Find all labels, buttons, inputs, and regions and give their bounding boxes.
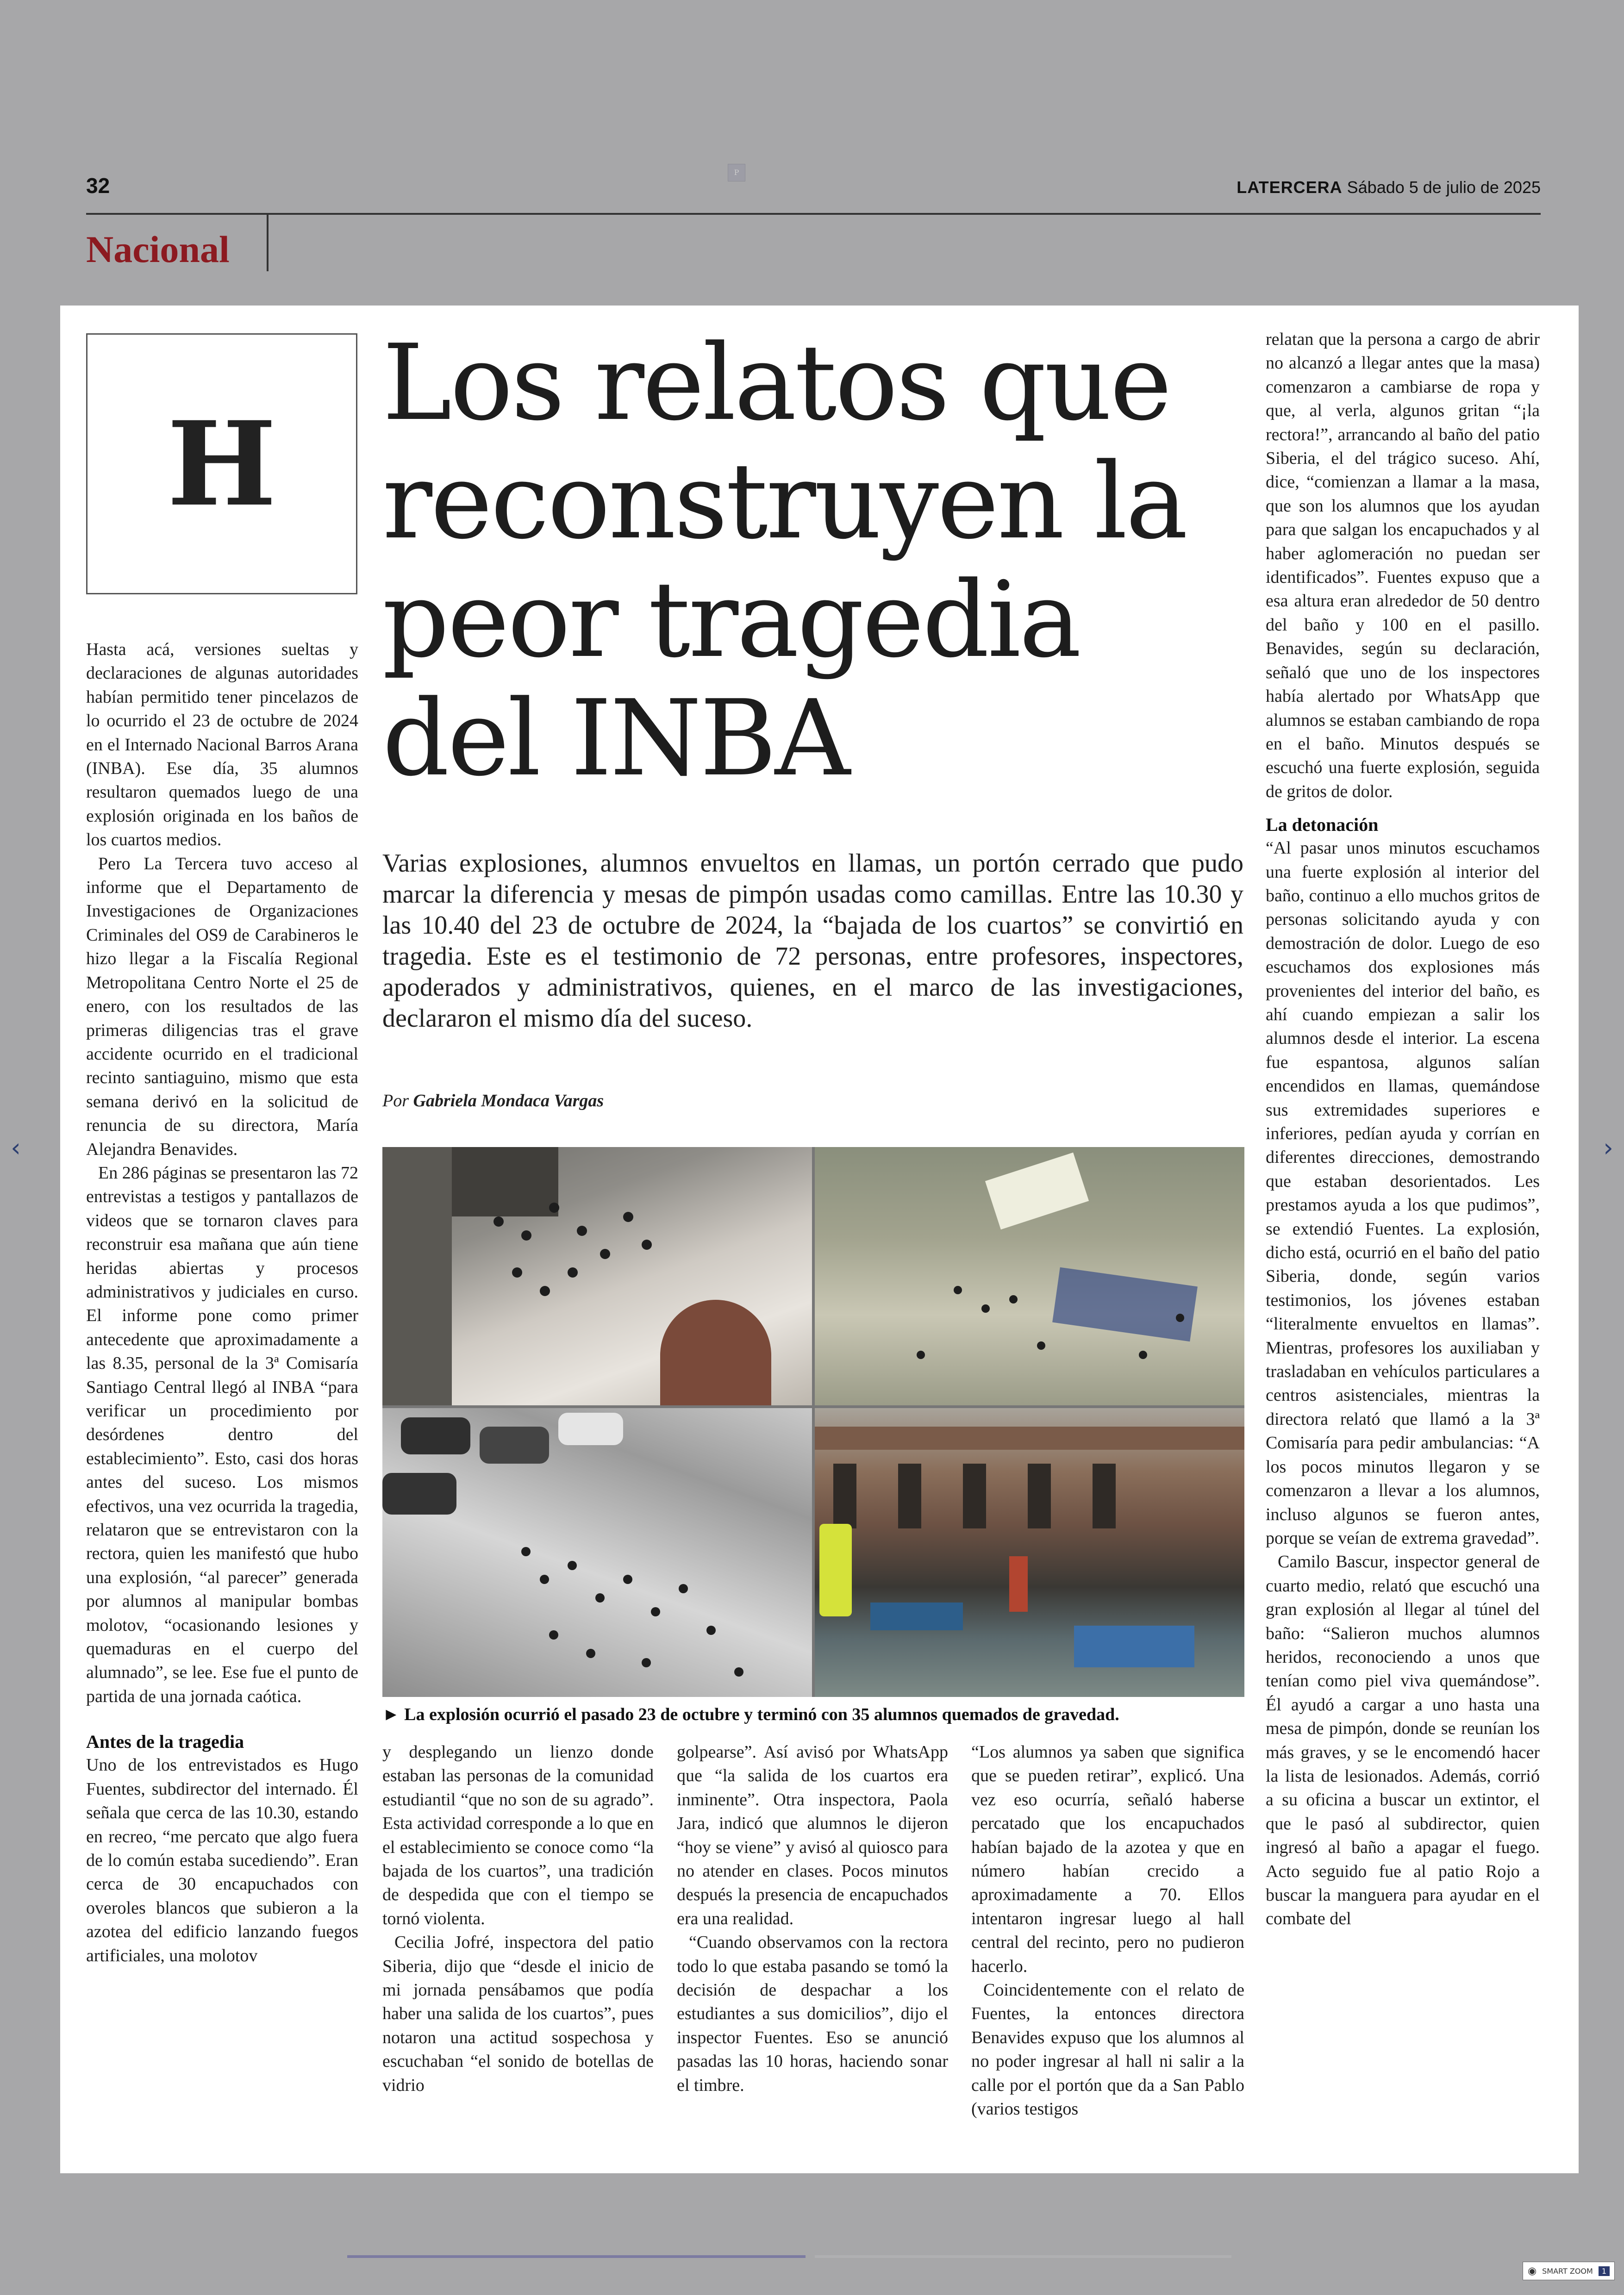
page-marker-icon[interactable]: P [728,164,745,181]
publication-date: Sábado 5 de julio de 2025 [1347,178,1541,197]
paragraph: Cecilia Jofré, inspectora del patio Siberia, dijo que “desde el inicio de mi jornada pensábamos que podía haber una salida de los cuartos”, pues notaron una actitud sospechosa y escuchaban “el sonido de botellas de vidrio [382,1933,654,2095]
article-headline: Los relatos que reconstruyen la peor tragedia del INBA [382,322,1187,799]
paragraph: y desplegando un lienzo donde estaban las personas de la comunidad estudiantil “que no son de su agrado”. Esta actividad corresponde a lo que en el establecimiento se conoce como “la bajada de los cuartos”, una tradición de despedida que con el tiempo se tornó violenta. [382,1742,654,1928]
photo-caption: ► La explosión ocurrió el pasado 23 de octubre y terminó con 35 alumnos quemados de gravedad. [382,1705,1119,1724]
subheading: La detonación [1266,814,1379,836]
article-column-4 [971,1740,1244,2121]
page-scrollbar-thumb[interactable] [347,2255,806,2258]
section-divider [267,214,269,271]
eye-icon: ◉ [1527,2265,1537,2277]
photo-ambulance-aerial [815,1147,1244,1405]
article-column-5 [1266,328,1540,1931]
initial-letter: H [167,396,277,532]
photo-rescuers-stretcher [815,1408,1244,1697]
header-rule [86,213,1541,215]
initial-box [86,333,357,594]
page-scrollbar-track[interactable] [815,2255,1231,2258]
paragraph: Uno de los entrevistados es Hugo Fuentes, subdirector del internado. Él señala que cerca de las 10.30, estando en recreo, “me percato que algo fuera de lo común estaba sucediendo”. Eran cerca de 30 encapuchados con overoles blancos que subieron a la azotea del edificio lanzando fuegos artificiales, una molotov [86,1755,358,1965]
byline-prefix: Por [382,1091,409,1110]
publication-dateline [1237,178,1541,197]
article-lead: Varias explosiones, alumnos envueltos en llamas, un portón cerrado que pudo marcar la diferencia y mesas de pimpón usadas como camillas. Entre las 10.30 y las 10.40 del 23 de octubre de 2024, la “bajada de los cuartos” se convirtió en tragedia. Este es el testimonio de 72 personas, entre profesores, inspectores, apoderados y administrativos, quienes, en el marco de las investigaciones, declararon el mismo día del suceso. [382,849,1243,1033]
page-number: 32 [86,174,110,198]
paragraph: “Al pasar unos minutos escuchamos una fuerte explosión al interior del baño, continuo a ello muchos gritos de personas solicitando ayuda y con demostración de dolor. Luego de eso escuchamos dos explosiones más provenientes del interior del baño, es ahí cuando empiezan a salir los alumnos desde el interior. La escena fue espantosa, algunos salían encendidos en llamas, quemándose sus extremidades superiores e inferiores, pedían ayuda y corrían en diferentes direcciones, demostrando que estaban desorientados. Les prestamos ayuda a los que pudimos”, se extendió Fuentes. La explosión, dicho está, ocurrió en el baño del patio Siberia, donde, según varios testimonios, los jóvenes estaban “literalmente envueltos en llamas”. Mientras, profesores los auxiliaban y trasladaban en vehículos particulares a centros asistenciales, mientras la directora relató que llamó a la 3ª Comisaría para pedir ambulancias: “A los pocos minutos llegaron y se comenzaron a llevar a los alumnos, incluso algunos se fueron antes, porque se veían de extrema gravedad”. [1266,838,1540,1548]
article-column-2 [382,1740,654,2097]
next-page-arrow-icon[interactable]: › [1603,1133,1613,1162]
article-column-3 [677,1740,948,2097]
photo-crowd-street [382,1408,812,1697]
paragraph: Coincidentemente con el relato de Fuentes, la entonces directora Benavides expuso que los alumnos al no poder ingresar al hall ni salir a la calle por el portón que da a San Pablo (varios testigos [971,1980,1244,2119]
paragraph: relatan que la persona a cargo de abrir no alcanzó a llegar antes que la masa) comenzaron a cambiarse de ropa y que, al verla, algunos gritan “¡la rectora!”, arrancando al baño del patio Siberia, el del trágico suceso. Ahí, dice, “comienzan a llamar a la masa, que son los alumnos que los ayudan para que salgan los encapuchados y al haber aglomeración no puedan ser identificados”. Fuentes expuso que a esa altura eran alrededor de 50 dentro del baño y 100 en el pasillo. Benavides, según su declaración, señaló que uno de los inspectores había alertado por WhatsApp que alumnos se estaban cambiando de ropa en el baño. Minutos después se escuchó una fuerte explosión, seguida de gritos de dolor. [1266,330,1540,801]
smart-zoom-label: SMART ZOOM [1542,2266,1593,2276]
byline [382,1091,604,1111]
subheading: Antes de la tragedia [86,1731,244,1752]
paragraph: En 286 páginas se presentaron las 72 entrevistas a testigos y pantallazos de videos que se tornaron claves para reconstruir esa mañana que aún tiene heridas abiertas y procesos administrativos y judiciales en curso. El informe pone como primer antecedente que aproximadamente a las 8.35, personal de la 3ª Comisaría Santiago Central llegó al INBA “para verificar un procedimiento por desórdenes dentro del establecimiento”. Esto, casi dos horas antes del suceso. Los mismos efectivos, una vez ocurrida la tragedia, relataron que se entrevistaron con la rectora, quien les manifestó que hubo una explosión, “al parecer” generada por alumnos al manipular bombas molotov, “ocasionando lesiones y quemaduras en el cuerpo del alumnado”, se lee. Ese fue el punto de partida de una jornada caótica. [86,1163,358,1706]
section-label: Nacional [86,228,230,270]
paragraph: “Cuando observamos con la rectora todo lo que estaba pasando se tomó la decisión de despachar a los estudiantes a sus domicilios”, dijo el inspector Fuentes. Eso se anunció pasadas las 10 horas, haciendo sonar el timbre. [677,1933,948,2095]
article-column-1 [86,638,358,1968]
photo-collage[interactable] [382,1147,1244,1697]
previous-page-arrow-icon[interactable]: ‹ [11,1133,21,1162]
paragraph: Pero La Tercera tuvo acceso al informe que el Departamento de Investigaciones de Organizaciones Criminales del OS9 de Carabineros le hizo llegar a la Fiscalía Regional Metropolitana Centro Norte el 25 de enero, con los resultados de las primeras diligencias tras el grave accidente ocurrido en el tradicional recinto santiaguino, mismo que esta semana derivó en la solicitud de renuncia de su directora, María Alejandra Benavides. [86,854,358,1159]
smart-zoom-page-badge: 1 [1599,2266,1610,2276]
paragraph: Hasta acá, versiones sueltas y declaraciones de algunas autoridades habían permitido tener pincelazos de lo ocurrido el 23 de octubre de 2024 en el Internado Nacional Barros Arana (INBA). Ese día, 35 alumnos resultaron quemados luego de una explosión originada en los baños de los cuartos medios. [86,640,358,850]
publication-name: LATERCERA [1237,178,1343,197]
paragraph: Camilo Bascur, inspector general de cuarto medio, relató que escuchó una gran explosión al llegar al túnel del baño: “Salieron muchos alumnos heridos, reconociendo a unos que tenían como piel viva quemándose”. Él ayudó a cargar a uno hasta una mesa de pimpón, donde se reunían los más graves, y se le encomendó hacer la lista de lesionados. Además, corrió a su oficina a buscar un extintor, el que le pasó al subdirector, quien ingresó al baño a apagar el fuego. Acto seguido fue al patio Rojo a buscar la manguera para ayudar en el combate del [1266,1552,1540,1929]
byline-author: Gabriela Mondaca Vargas [413,1091,604,1110]
paragraph: “Los alumnos ya saben que significa que se pueden retirar”, explicó. Una vez eso ocurría, señaló haberse percatado que los encapuchados habían bajado de la azotea y que en número habían crecido a aproximadamente a 70. Ellos intentaron ingresar luego al hall central del recinto, pero no pudieron hacerlo. [971,1742,1244,1976]
smart-zoom-button[interactable] [1523,2262,1615,2280]
photo-students-stairs [382,1147,812,1405]
paragraph: golpearse”. Así avisó por WhatsApp que “la salida de los cuartos era inminente”. Otra inspectora, Paola Jara, indicó que alumnos le dijeron “hoy se viene” y avisó al quiosco para no atender en clases. Pocos minutos después la presencia de encapuchados era una realidad. [677,1742,948,1928]
